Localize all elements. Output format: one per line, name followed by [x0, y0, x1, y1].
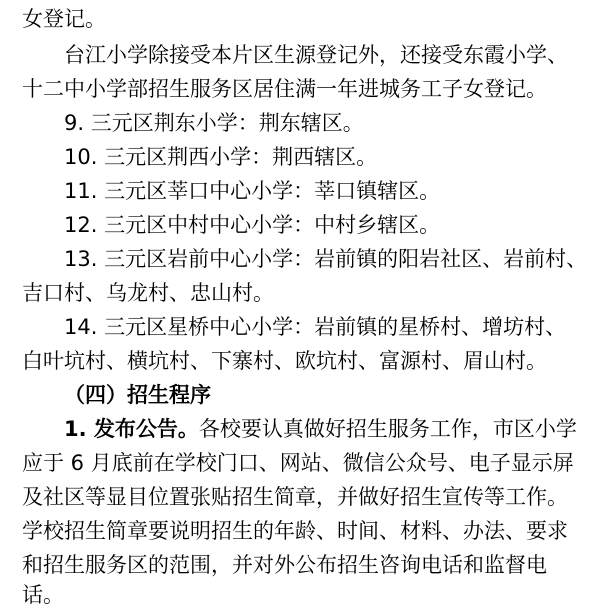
paragraph-first-line [64, 412, 577, 446]
text-line: 台江小学除接受本片区生源登记外，还接受东霞小学、 [64, 43, 568, 67]
paragraph-text: 各校要认真做好招生服务工作，市区小学 [198, 417, 577, 441]
list-item: 9. 三元区荆东小学：荆东辖区。 [64, 111, 364, 135]
text-line: 学校招生简章要说明招生的年龄、时间、材料、办法、要求 [22, 519, 568, 543]
list-item: 13. 三元区岩前中心小学：岩前镇的阳岩社区、岩前村、 [64, 247, 588, 271]
list-item: 14. 三元区星桥中心小学：岩前镇的星桥村、增坊村、 [64, 315, 567, 339]
text-line: 及社区等显目位置张贴招生简章，并做好招生宣传等工作。 [22, 485, 568, 509]
text-line: 话。 [22, 583, 64, 607]
list-item: 10. 三元区荆西小学：荆西辖区。 [64, 145, 378, 169]
text-line: 吉口村、乌龙村、忠山村。 [22, 281, 274, 305]
text-line: 女登记。 [22, 7, 106, 31]
section-heading: （四）招生程序 [64, 383, 211, 407]
text-line: 和招生服务区的范围，并对外公布招生咨询电话和监督电 [22, 553, 547, 577]
text-line: 应于 6 月底前在学校门口、网站、微信公众号、电子显示屏 [22, 451, 574, 475]
text-line: 白叶坑村、横坑村、下寨村、欧坑村、富源村、眉山村。 [22, 349, 547, 373]
paragraph-title: 1. 发布公告。 [64, 417, 199, 441]
list-item: 12. 三元区中村中心小学：中村乡辖区。 [64, 213, 441, 237]
text-line: 十二中小学部招生服务区居住满一年进城务工子女登记。 [22, 77, 547, 101]
list-item: 11. 三元区莘口中心小学：莘口镇辖区。 [64, 179, 441, 203]
